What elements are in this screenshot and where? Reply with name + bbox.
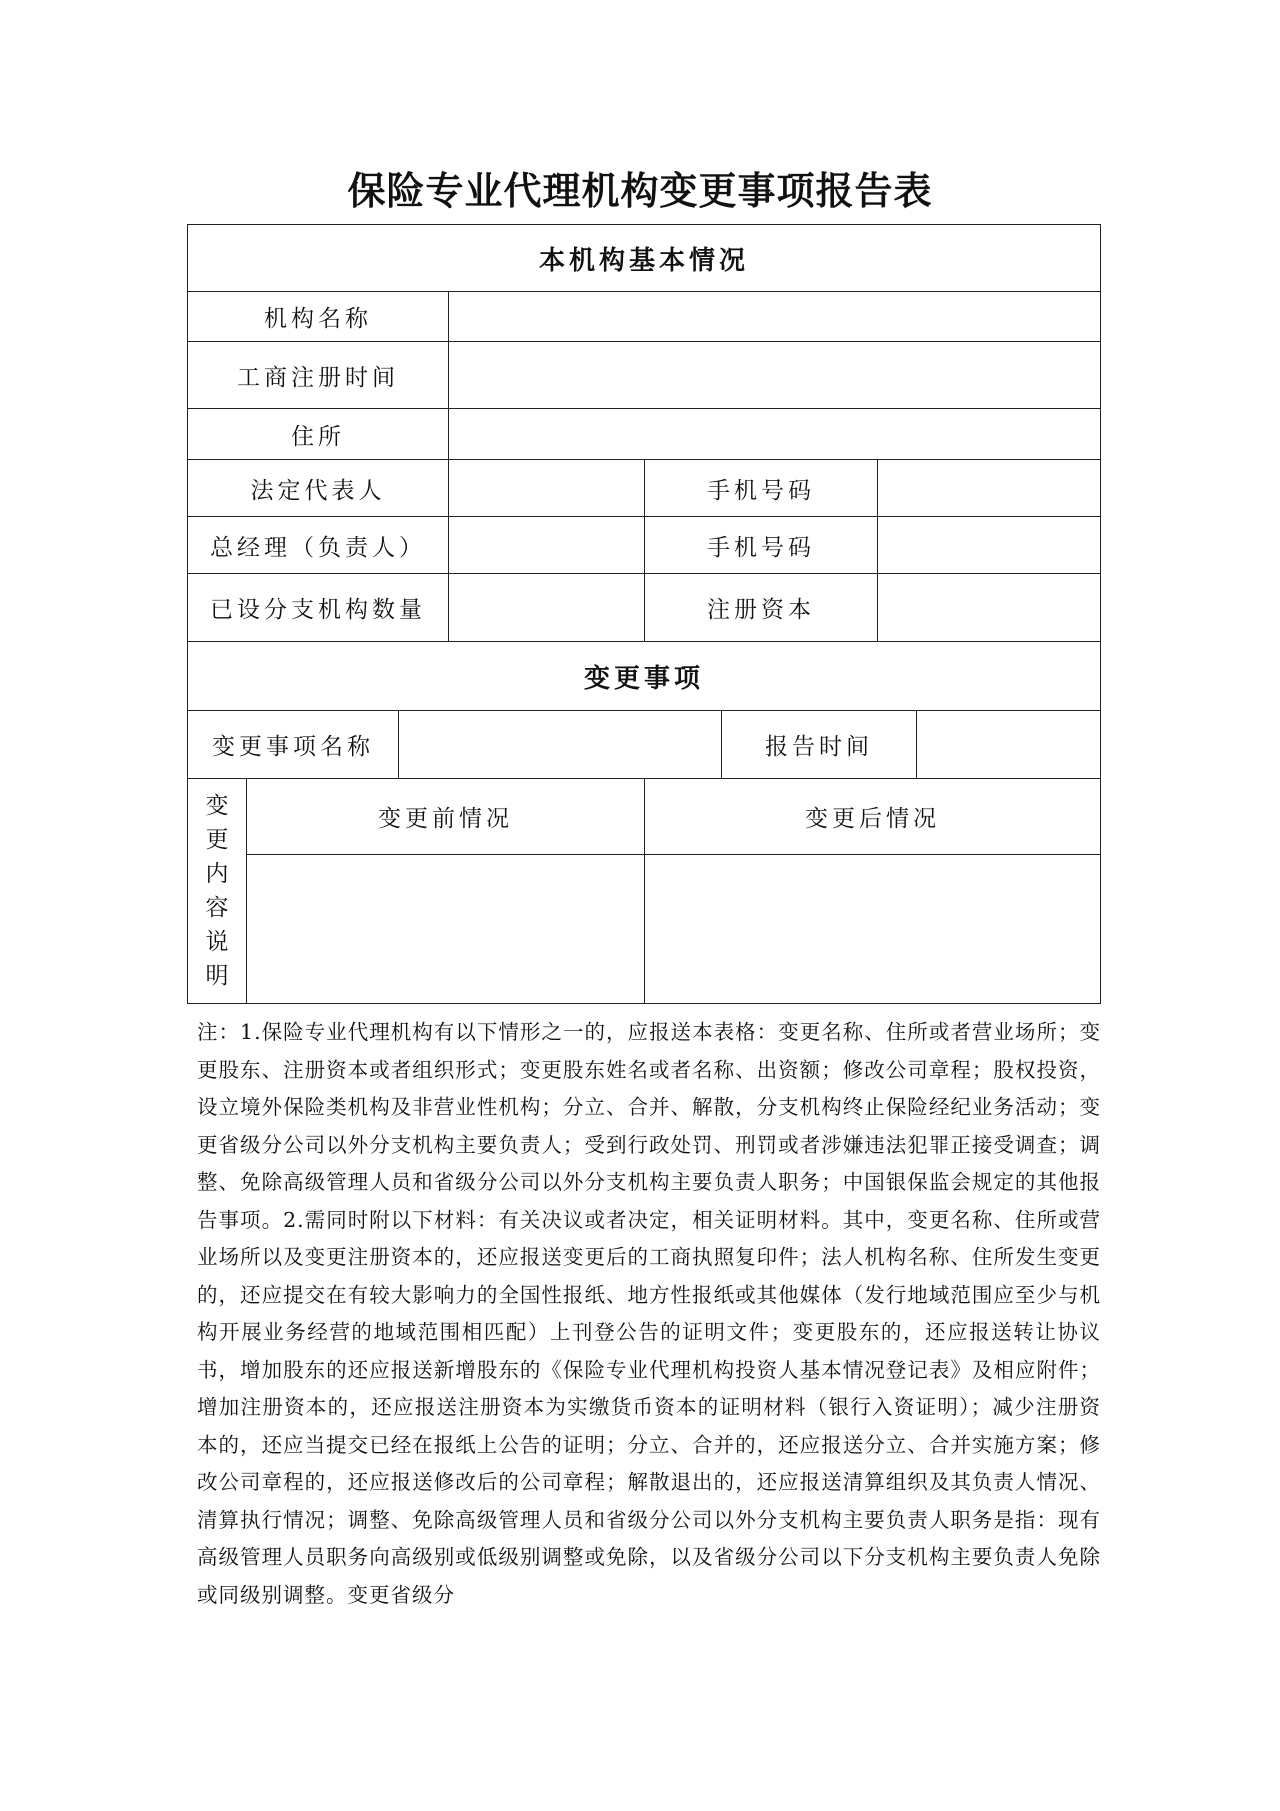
before-change-label: 变更前情况 <box>246 778 645 855</box>
change-content-char: 容 <box>205 895 229 921</box>
after-change-label: 变更后情况 <box>644 778 1101 855</box>
registration-time-field[interactable] <box>448 341 1101 409</box>
registered-capital-field[interactable] <box>877 573 1101 642</box>
legal-rep-label: 法定代表人 <box>187 459 449 517</box>
registered-capital-label: 注册资本 <box>644 573 878 642</box>
change-content-char: 变 <box>205 793 229 819</box>
legal-rep-mobile-field[interactable] <box>877 459 1101 517</box>
change-content-char: 内 <box>205 861 229 887</box>
notes-paragraph: 注：1.保险专业代理机构有以下情形之一的，应报送本表格：变更名称、住所或者营业场所；变更股东、注册资本或者组织形式；变更股东姓名或者名称、出资额；修改公司章程；股权投资，设立境外保险类机构及非营业性机构；分立、合并、解散，分支机构终止保险经纪业务活动；变更省级分公司以外分支机构主要负责人；受到行政处罚、刑罚或者涉嫌违法犯罪正接受调查；调整、免除高级管理人员和省级分公司以外分支机构主要负责人职务；中国银保监会规定的其他报告事项。2.需同时附以下材料：有关决议或者决定，相关证明材料。其中，变更名称、住所或营业场所以及变更注册资本的，还应报送变更后的工商执照复印件；法人机构名称、住所发生变更的，还应提交在有较大影响力的全国性报纸、地方性报纸或其他媒体（发行地域范围应至少与机构开展业务经营的地域范围相匹配）上刊登公告的证明文件；变更股东的，还应报送转让协议书，增加股东的还应报送新增股东的《保险专业代理机构投资人基本情况登记表》及相应附件；增加注册资本的，还应报送注册资本为实缴货币资本的证明材料（银行入资证明）；减少注册资本的，还应当提交已经在报纸上公告的证明；分立、合并的，还应报送分立、合并实施方案；修改公司章程的，还应报送修改后的公司章程；解散退出的，还应报送清算组织及其负责人情况、清算执行情况；调整、免除高级管理人员和省级分公司以外分支机构主要负责人职务是指：现有高级管理人员职务向高级别或低级别调整或免除，以及省级分公司以下分支机构主要负责人免除或同级别调整。变更省级分 <box>197 1020 1101 1607</box>
change-content-char: 更 <box>205 827 229 853</box>
change-item-name-field[interactable] <box>398 710 722 779</box>
report-time-field[interactable] <box>916 710 1101 779</box>
address-label: 住所 <box>187 408 449 460</box>
address-field[interactable] <box>448 408 1101 460</box>
report-form <box>187 224 1101 1004</box>
org-name-field[interactable] <box>448 291 1101 342</box>
legal-rep-field[interactable] <box>448 459 645 517</box>
change-content-label <box>187 778 247 1004</box>
general-manager-field[interactable] <box>448 516 645 574</box>
general-manager-label: 总经理（负责人） <box>187 516 449 574</box>
branch-count-field[interactable] <box>448 573 645 642</box>
org-name-label: 机构名称 <box>187 291 449 342</box>
change-content-char: 明 <box>205 963 229 989</box>
change-section-heading: 变更事项 <box>187 641 1101 711</box>
registration-time-label: 工商注册时间 <box>187 341 449 409</box>
basic-section-heading: 本机构基本情况 <box>187 224 1101 292</box>
change-content-char: 说 <box>205 929 229 955</box>
report-time-label: 报告时间 <box>721 710 917 779</box>
gm-mobile-field[interactable] <box>877 516 1101 574</box>
change-item-name-label: 变更事项名称 <box>187 710 399 779</box>
legal-rep-mobile-label: 手机号码 <box>644 459 878 517</box>
form-title: 保险专业代理机构变更事项报告表 <box>347 168 933 213</box>
after-change-field[interactable] <box>644 854 1101 1004</box>
gm-mobile-label: 手机号码 <box>644 516 878 574</box>
branch-count-label: 已设分支机构数量 <box>187 573 449 642</box>
before-change-field[interactable] <box>246 854 645 1004</box>
